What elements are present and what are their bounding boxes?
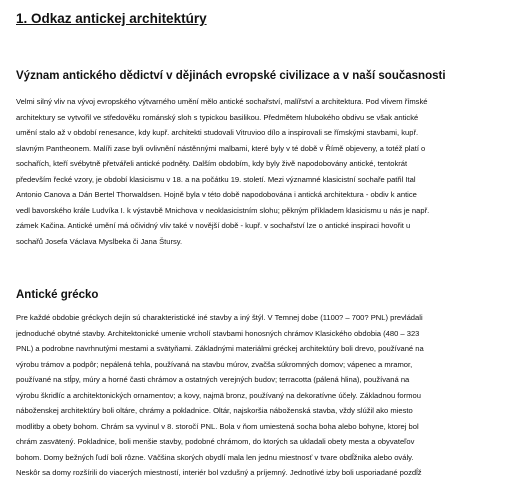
paragraph-line: sochařích, kteří svébytně přetvářeli antické podněty. Dalším obdobím, kdy byly živě napodobovány antické, tentokrát [16,159,408,168]
paragraph-line: především řecké vzory, je období klasicismu v 18. a na počátku 19. století. Mezi významné klasicistní sochaře patřil Ital [16,174,416,184]
paragraph-line: Neskôr sa domy rozšírili do viacerých miestností, interiér bol vzdušný a príjemný. Jednotlivé izby boli usporiadané pozdĺž [16,468,422,477]
paragraph-line: výrobu trámov a podpôr; nepálená tehla, používaná na stavbu múrov, zvačša súkromných domov; vápenec a mramor, [16,359,413,369]
paragraph-line: náboženskej architektúry boli oltáre, chrámy a pokladnice. Oltár, najskoršia náboženská stavba, vždy slúžil ako miesto [16,406,413,415]
paragraph-line: sochařů Josefa Václava Myslbeka či Jana Štursy. [16,236,183,246]
paragraph-line: používané na stĺpy, múry a horné časti chrámov a ostatných verejných budov; terracotta (pálená hlina), používaná na [16,375,410,384]
paragraph-line: Velmi silný vliv na vývoj evropského výtvarného umění mělo antické sochařství, malířství a architektura. Pod vlivem římské [16,97,428,106]
paragraph-line: modlitby a obety bohom. Chrám sa vyvinul v 8. storočí PNL. Bola v ňom umiestená socha boha alebo bohyne, ktorej bol [16,421,419,431]
paragraph-antique-heritage [16,94,510,249]
paragraph-line: bohom. Domy bežných ľudí boli rôzne. Väčšina skorých obydlí mala len jednu miestnosť v tvare obdĺžnika alebo ovály. [16,452,414,462]
section-heading-antique-heritage: Význam antického dědictví v dějinách evropské civilizace a v naší současnosti [16,70,446,82]
paragraph-line: umění stalo až v období renesance, kdy kupř. architekti studovali Vitruvioo dílo a inspirovali se římskými stavbami, kupř. [16,128,419,137]
paragraph-line: vedl bavorského krále Ludvíka I. k výstavbě Mnichova v neoklasicistním slohu; pěkným příkladem klasicismu u nás je např. [16,205,430,215]
paragraph-line: zámek Kačina. Antické umění má očividný vliv také v novější době - kupř. v sochařství lze o antické inspiraci hovořit u [16,221,411,230]
section-heading-ancient-greece: Antické grécko [16,289,99,301]
page-title: 1. Odkaz antickej architektúry [16,11,207,26]
paragraph-line: Antonio Canova a Dán Bertel Thorwaldsen. Hojně byla v této době napodobována i antická architektura - obdiv k antice [16,190,417,199]
paragraph-line: výrobu škridlíc a architektonických ornamentov; a kovy, najmä bronz, používaný na dekoratívne účely. Základnou formou [16,390,421,400]
paragraph-line: slavným Pantheonem. Malíři zase byli ovlivnění nástěnnými malbami, které byly v té době v Římě objeveny, a totéž platí o [16,143,426,153]
paragraph-line: PNL) a podrobne navrhnutými mestami a svätyňami. Základnými materiálmi gréckej architektúry boli drevo, používané na [16,344,424,353]
paragraph-line: Pre každé obdobie gréckych dejín sú charakteristické iné stavby a iný štýl. V Temnej dobe (1100? – 700? PNL) prevládali [16,313,423,322]
paragraph-line: architektury se vytvořil ve středověku románský sloh s typickou basilikou. Předmětem hlubokého obdivu se však antické [16,112,419,122]
paragraph-line: jednoduché obytné stavby. Architektonické umenie vrcholí stavbami honosných chrámov Klasického obdobia (480 – 323 [16,328,420,338]
paragraph-line: chrám zasvätený. Pokladnice, boli menšie stavby, podobné chrámom, do ktorých sa ukladali obety mesta a obyvateľov [16,437,415,446]
paragraph-ancient-greece [16,310,510,481]
